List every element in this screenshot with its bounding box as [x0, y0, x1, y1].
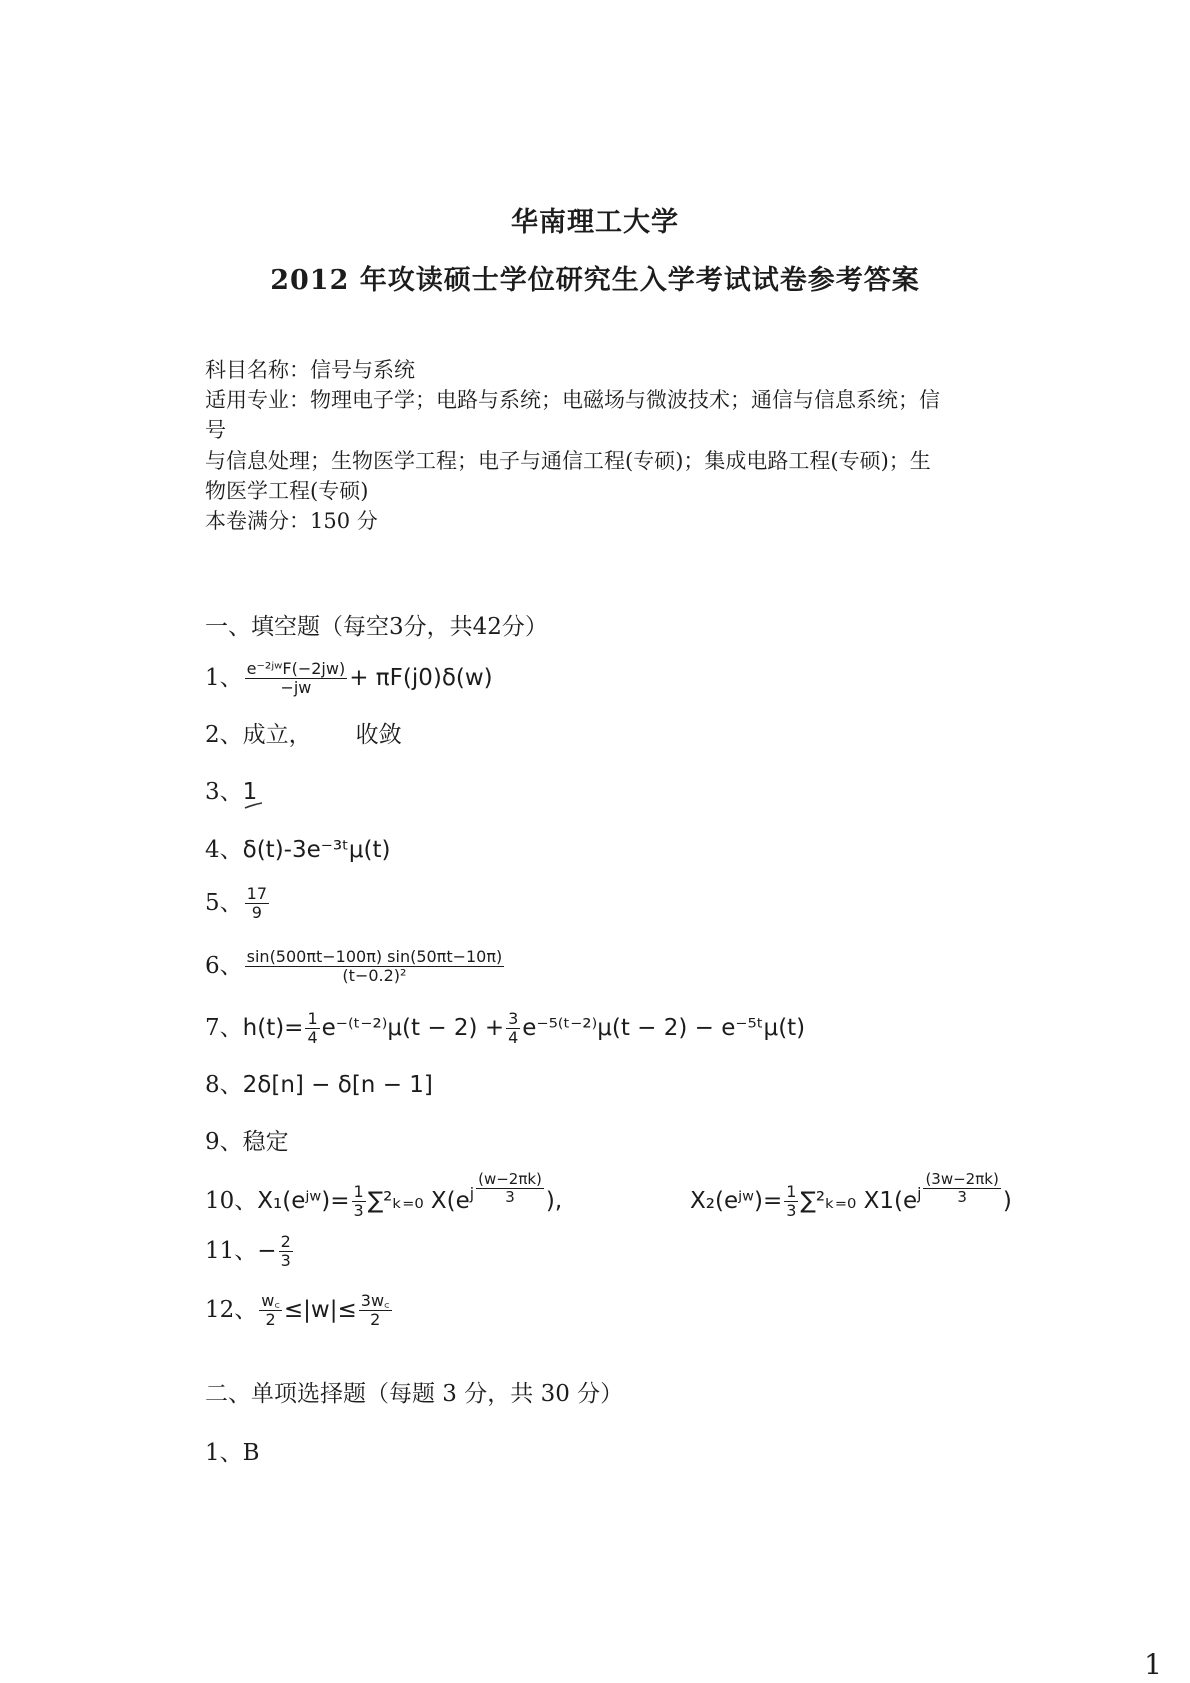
answer-1-5	[205, 885, 271, 923]
fraction	[359, 1292, 392, 1330]
fraction-denominator: −jw	[280, 678, 312, 698]
x1-end: ),	[545, 1187, 563, 1214]
fraction	[352, 1183, 366, 1221]
answer-1-10-x2: X₂(eʲʷ)= $\frac{1}{3}$ ∑²ₖ₌₀ $X1(e^j$ $\frac{(3w-2\pi k)}{3}$ )	[690, 1170, 1012, 1221]
majors-line-3: 与信息处理；生物医学工程；电子与通信工程(专硕)；集成电路工程(专硕)；生	[205, 449, 931, 473]
answer-text-2: 收敛	[355, 722, 402, 748]
fraction-numerator: sin(500πt−100π) sin(50πt−10π)	[246, 947, 503, 966]
fraction-numerator: 1	[307, 1009, 318, 1028]
subject-name: 科目名称：信号与系统	[205, 358, 415, 382]
answer-1-10: 10、X₁(eʲʷ)= $\frac{1}{3}$ ∑²ₖ₌₀ $X(e^j$ $\frac{(w-2\pi k)}{3}$ ),	[205, 1170, 563, 1221]
fraction-numerator: 17	[246, 884, 267, 903]
answer-1-11	[205, 1233, 295, 1271]
majors-line-2: 号	[205, 418, 226, 442]
majors-line-1: 适用专业：物理电子学；电路与系统；电磁场与微波技术；通信与信息系统；信	[205, 388, 940, 412]
fraction-denominator: 9	[251, 903, 262, 923]
answer-label: 12、	[205, 1296, 258, 1323]
answer-label: 6、	[205, 952, 243, 979]
answer-label: 10、	[205, 1187, 258, 1214]
x1-lhs: X₁(eʲʷ)=	[257, 1187, 350, 1214]
exam-title: 2012 年攻读硕士学位研究生入学考试试卷参考答案	[270, 265, 920, 296]
answer-text: 1	[242, 779, 258, 805]
x1-sum: ∑²ₖ₌₀ X(e	[367, 1187, 470, 1214]
exponent-fraction	[476, 1171, 544, 1207]
answer-1-7	[205, 1010, 805, 1048]
fraction-numerator: e⁻²ʲʷF(−2jw)	[246, 659, 346, 678]
answer-1-9	[205, 1127, 289, 1157]
inequality: ≤|w|≤	[283, 1296, 357, 1323]
fraction	[245, 660, 348, 698]
fraction-numerator: w꜀	[261, 1291, 280, 1310]
answer-label: 2、	[205, 722, 243, 748]
answer-text: + πF(j0)δ(w)	[349, 664, 493, 691]
fraction-numerator: 1	[353, 1182, 364, 1201]
fraction-denominator: (t−0.2)²	[342, 966, 407, 986]
fraction-denominator: 4	[307, 1028, 318, 1048]
answer-label: 4、	[205, 837, 243, 863]
answer-label: 7、	[205, 1014, 243, 1041]
section-2-heading: 二、单项选择题（每题 3 分，共 30 分）	[205, 1381, 624, 1407]
fraction-numerator: 3w꜀	[360, 1291, 390, 1310]
answer-1-6	[205, 948, 506, 986]
answer-text-1: 成立，	[242, 722, 312, 748]
university-title: 华南理工大学	[511, 207, 679, 238]
answer-1-4	[205, 835, 391, 865]
fraction-numerator: (3w−2πk)	[925, 1170, 999, 1188]
answer-label: 11、	[205, 1237, 258, 1264]
fraction	[245, 885, 269, 923]
fraction-numerator: 3	[508, 1009, 519, 1028]
pen-mark	[244, 802, 264, 810]
fraction-denominator: 2	[265, 1310, 276, 1330]
answer-text-1: h(t)=	[242, 1014, 304, 1041]
fraction-denominator: 3	[505, 1188, 515, 1207]
answer-1-8	[205, 1070, 433, 1100]
answer-1-12	[205, 1292, 394, 1330]
fraction	[305, 1010, 319, 1048]
fraction	[259, 1292, 282, 1330]
fraction	[506, 1010, 520, 1048]
page-number: 1	[1144, 1648, 1162, 1681]
exponent-fraction	[923, 1171, 1000, 1207]
answer-1-2	[205, 720, 402, 750]
fraction-denominator: 3	[353, 1201, 364, 1221]
answer-text: 2δ[n] − δ[n − 1]	[242, 1072, 433, 1098]
majors-line-4: 物医学工程(专硕)	[205, 479, 369, 503]
fraction-denominator: 3	[957, 1188, 967, 1207]
answer-label: 3、	[205, 779, 243, 805]
answer-text: 稳定	[242, 1129, 289, 1155]
answer-text-2: e⁻⁽ᵗ⁻²⁾μ(t − 2) +	[321, 1014, 505, 1041]
fraction	[245, 948, 505, 986]
answer-text: δ(t)-3e⁻³ᵗμ(t)	[242, 837, 391, 863]
answer-label: 8、	[205, 1072, 243, 1098]
fraction-denominator: 4	[508, 1028, 519, 1048]
fraction-numerator: 2	[280, 1232, 291, 1251]
answer-2-1	[205, 1438, 260, 1468]
fraction-numerator: (w−2πk)	[478, 1170, 542, 1188]
section-1-heading: 一、填空题（每空3分，共42分）	[205, 614, 548, 640]
fraction-denominator: 3	[280, 1251, 291, 1271]
answer-text: B	[242, 1440, 260, 1466]
answer-text-3: e⁻⁵⁽ᵗ⁻²⁾μ(t − 2) − e⁻⁵ᵗμ(t)	[522, 1014, 806, 1041]
answer-label: 1、	[205, 664, 243, 691]
fraction-denominator: 3	[786, 1201, 797, 1221]
x2-sum: ∑²ₖ₌₀ X1(e	[800, 1187, 918, 1214]
fraction-denominator: 2	[370, 1310, 381, 1330]
answer-label: 1、	[205, 1440, 243, 1466]
answer-label: 9、	[205, 1129, 243, 1155]
fraction	[784, 1183, 798, 1221]
minus-sign: −	[257, 1237, 277, 1264]
answer-label: 5、	[205, 889, 243, 916]
fraction-numerator: 1	[786, 1182, 797, 1201]
full-score: 本卷满分：150 分	[205, 509, 378, 533]
x2-end: )	[1002, 1187, 1012, 1214]
x2-lhs: X₂(eʲʷ)=	[690, 1187, 783, 1214]
fraction	[279, 1233, 293, 1271]
answer-1-1	[205, 660, 493, 698]
